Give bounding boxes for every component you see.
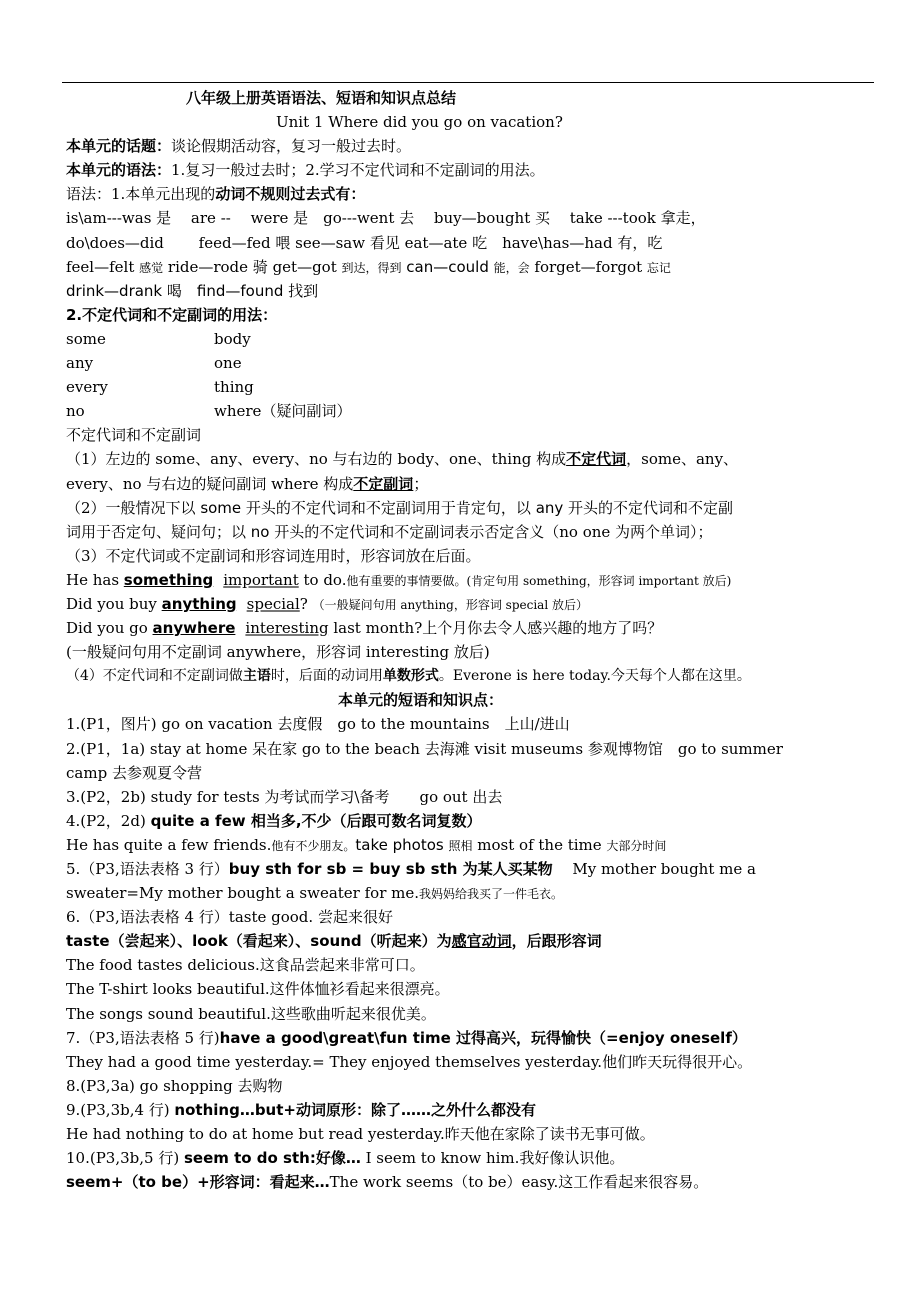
p4ex-c-cn: 大部分时间 (606, 838, 667, 853)
example-3-note: (一般疑问句用不定副词 anywhere，形容词 interesting 放后) (66, 643, 490, 662)
irregular-ride-get: ride—rode 骑 get—got (163, 257, 342, 276)
grammar-line (66, 158, 911, 182)
phrase-6-example-2: The T-shirt looks beautiful.这件体恤衫看起来很漂亮。 (66, 980, 450, 999)
indef-row-4 (66, 399, 911, 423)
rule-2-no: no (250, 522, 270, 541)
p5b-a: sweater=My mother bought a sweater for me. (66, 884, 420, 903)
phrase-4-example (66, 833, 911, 857)
indef-note: （疑问副词） (261, 402, 352, 421)
ex3-anywhere: anywhere (152, 619, 236, 638)
indef-right: body (214, 329, 251, 348)
irregular-heading (66, 182, 911, 206)
phrase-4 (66, 809, 911, 833)
rule-4-c: 时，后面的动词用 (270, 668, 383, 685)
p6rule-a: taste（尝起来）、look（看起来）、sound（听起来）为 (66, 932, 452, 951)
p4ex-most-of: most of the time (472, 835, 607, 854)
unit-title: Unit 1 Where did you go on vacation? (276, 113, 563, 132)
ex2-d: ? (299, 594, 313, 613)
ex3-d: last month?上个月你去令人感兴趣的地方了吗？ (328, 619, 663, 638)
p6rule-sense-verbs: 感官动词 (451, 932, 512, 951)
rule-2-l2a: 词用于否定句、疑问句；以 (66, 522, 251, 541)
p5-buy-sth: buy sth for sb = buy sb sth 为某人买某物 (228, 860, 553, 878)
indef-right: thing (214, 378, 254, 397)
rule-2-e: 开头的不定代词和不定副 (563, 498, 734, 517)
rule-1-line-2 (66, 472, 911, 496)
indef-right: one (214, 354, 242, 373)
phrase-6-example-3: The songs sound beautiful.这些歌曲听起来很优美。 (66, 1004, 436, 1023)
example-3 (66, 616, 911, 640)
phrase-5-line-1 (66, 857, 911, 881)
rule-2-line-1 (66, 496, 911, 520)
topic-text: 谈论假期活动容，复习一般过去时。 (171, 137, 412, 156)
ex3-a: Did you go (66, 619, 153, 638)
rule-4-singular: 单数形式 (382, 668, 439, 685)
phrase-8: 8.(P3,3a) go shopping 去购物 (66, 1076, 283, 1095)
ex1-d: to do. (298, 570, 347, 589)
example-2 (66, 592, 911, 616)
indef-left: every (66, 378, 108, 397)
ex3-interesting: interesting (245, 619, 329, 638)
phrases-heading: 本单元的短语和知识点： (338, 691, 504, 710)
phrase-7 (66, 1026, 911, 1050)
p6rule-c: ，后跟形容词 (511, 932, 602, 951)
phrase-2-line-1: 2.(P1，1a) stay at home 呆在家 go to the beach 去海滩 visit museums 参观博物馆 go to summer (66, 739, 783, 758)
phrase-3: 3.(P2，2b) study for tests 为考试而学习\备考 go out 出去 (66, 787, 503, 806)
p4ex-b-cn: 照相 (448, 838, 473, 853)
rule-4-a: （4）不定代词和不定副词做 (66, 668, 243, 685)
rule-3: （3）不定代词或不定副词和形容词连用时，形容词放在后面。 (66, 546, 481, 565)
phrase-4-quite-a-few: quite a few 相当多,不少（后跟可数名词复数） (150, 811, 482, 830)
rule-2-a: （2）一般情况下以 (66, 498, 201, 517)
rule-4-subject: 主语 (242, 668, 271, 685)
header-rule (62, 82, 874, 83)
phrase-6-example-1: The food tastes delicious.这食品尝起来非常可口。 (66, 956, 425, 975)
p4ex-a-cn: 他有不少朋友。 (271, 838, 356, 853)
irregular-can-cn: 能，会 (493, 260, 530, 275)
p4ex-a: He has quite a few friends. (66, 835, 272, 854)
indef-left: no (66, 402, 85, 421)
ex2-note: （一般疑问句用 anything，形容词 special 放后） (312, 597, 588, 612)
phrase-5-line-2 (66, 881, 911, 905)
irregular-can: can—could (401, 257, 494, 276)
ex1-note: 他有重要的事情要做。(肯定句用 something，形容词 important 放后) (346, 573, 732, 588)
grammar-label: 本单元的语法： (66, 161, 172, 180)
p10rule-a: seem+（to be）+形容词：看起来… (66, 1173, 330, 1192)
rule-1-indef-adverb: 不定副词 (353, 474, 414, 493)
rule-4-e: 。Everone is here today.今天每个人都在这里。 (438, 668, 751, 685)
p10rule-b: The work seems（to be）easy.这工作看起来很容易。 (329, 1173, 709, 1192)
rule-2-l2c: 开头的不定代词和不定副词表示否定含义（no one 为两个单词）； (269, 522, 713, 541)
ex1-important: important (223, 570, 299, 589)
rule-1-a: （1）左边的 some、any、every、no 与右边的 body、one、thing 构成 (66, 450, 567, 469)
p9-a: 9.(P3,3b,4 行) (66, 1100, 175, 1119)
phrase-4-a: 4.(P2，2d) (66, 811, 151, 830)
irregular-heading-bold: 动词不规则过去式有： (215, 185, 366, 204)
irregular-heading-pre: 语法：1.本单元出现的 (66, 185, 216, 204)
p5-a: 5.（P3,语法表格 3 行） (66, 860, 229, 878)
indef-row-3 (66, 375, 911, 399)
irregular-line-1: is\am---was 是 are -- were 是 go---went 去 buy—bought 买 take ---took 拿走， (66, 209, 706, 228)
p7-a: 7.（P3,语法表格 5 行) (66, 1028, 220, 1047)
indef-left: some (66, 329, 106, 348)
p7-have-a-good-time: have a good\great\fun time 过得高兴，玩得愉快（=enjoy oneself） (219, 1028, 747, 1047)
ex1-something: something (123, 570, 214, 589)
topic-label: 本单元的话题： (66, 137, 172, 156)
p10-seem-to-do: seem to do sth:好像… (183, 1149, 361, 1168)
irregular-feel: feel—felt (66, 257, 140, 276)
irregular-forget-cn: 忘记 (646, 260, 671, 275)
irregular-line-2: do\does—did feed—fed 喂 see—saw 看见 eat—ate 吃 have\has—had 有，吃 (66, 233, 663, 252)
indef-row-1 (66, 327, 911, 351)
indef-row-2 (66, 351, 911, 375)
rule-2-some: some (200, 498, 242, 517)
indef-right: where (214, 402, 262, 421)
indef-left: any (66, 354, 94, 373)
rule-2-c: 开头的不定代词和不定副词用于肯定句，以 (241, 498, 536, 517)
phrase-9-example: He had nothing to do at home but read yesterday.昨天他在家除了读书无事可做。 (66, 1125, 655, 1144)
rule-2-any: any (535, 498, 564, 517)
ex2-a: Did you buy (66, 594, 162, 613)
rule-1-f: ； (413, 474, 429, 493)
p10-c: I seem to know him.我好像认识他。 (360, 1149, 625, 1168)
rule-1-c: ，some、any、 (626, 450, 739, 469)
document-title: 八年级上册英语语法、短语和知识点总结 (186, 89, 457, 107)
ex2-special: special (246, 594, 300, 613)
ex1-a: He has (66, 570, 124, 589)
phrase-6-rule (66, 929, 911, 953)
irregular-line-3 (66, 255, 911, 279)
rule-2-line-2 (66, 520, 911, 544)
p10-a: 10.(P3,3b,5 行) (66, 1149, 184, 1168)
phrase-10 (66, 1146, 911, 1170)
example-1 (66, 568, 911, 592)
p4ex-take-photos: take photos (355, 835, 449, 854)
phrase-6: 6.（P3,语法表格 4 行）taste good. 尝起来很好 (66, 908, 393, 927)
irregular-forget: forget—forgot (529, 257, 647, 276)
topic-line (66, 134, 911, 158)
indef-subheading: 不定代词和不定副词 (66, 426, 202, 445)
phrase-9 (66, 1098, 911, 1122)
ex2-anything: anything (161, 594, 237, 613)
irregular-get-cn: 到达，得到 (341, 260, 402, 275)
indef-underline-row (66, 399, 261, 423)
rule-1-line-1 (66, 447, 911, 471)
indef-heading: 2.不定代词和不定副词的用法： (66, 305, 278, 324)
irregular-feel-cn: 感觉 (139, 260, 164, 275)
p5b-cn: 我妈妈给我买了一件毛衣。 (419, 887, 564, 902)
p5-c: My mother bought me a (552, 860, 756, 878)
rule-4 (66, 664, 911, 688)
rule-1-d: every、no 与右边的疑问副词 where 构成 (66, 474, 354, 493)
phrase-7-example: They had a good time yesterday.= They enjoyed themselves yesterday.他们昨天玩得很开心。 (66, 1052, 753, 1071)
grammar-text: 1.复习一般过去时；2.学习不定代词和不定副词的用法。 (171, 161, 545, 180)
phrase-1: 1.(P1，图片) go on vacation 去度假 go to the mountains 上山/进山 (66, 715, 570, 734)
phrase-10-rule (66, 1170, 911, 1194)
phrase-2-line-2: camp 去参观夏令营 (66, 763, 202, 782)
document-body (66, 86, 911, 1194)
irregular-line-4: drink—drank 喝 find—found 找到 (66, 281, 319, 300)
rule-1-indef-pronoun: 不定代词 (566, 450, 627, 469)
p9-nothing-but: nothing…but+动词原形：除了……之外什么都没有 (174, 1100, 536, 1119)
